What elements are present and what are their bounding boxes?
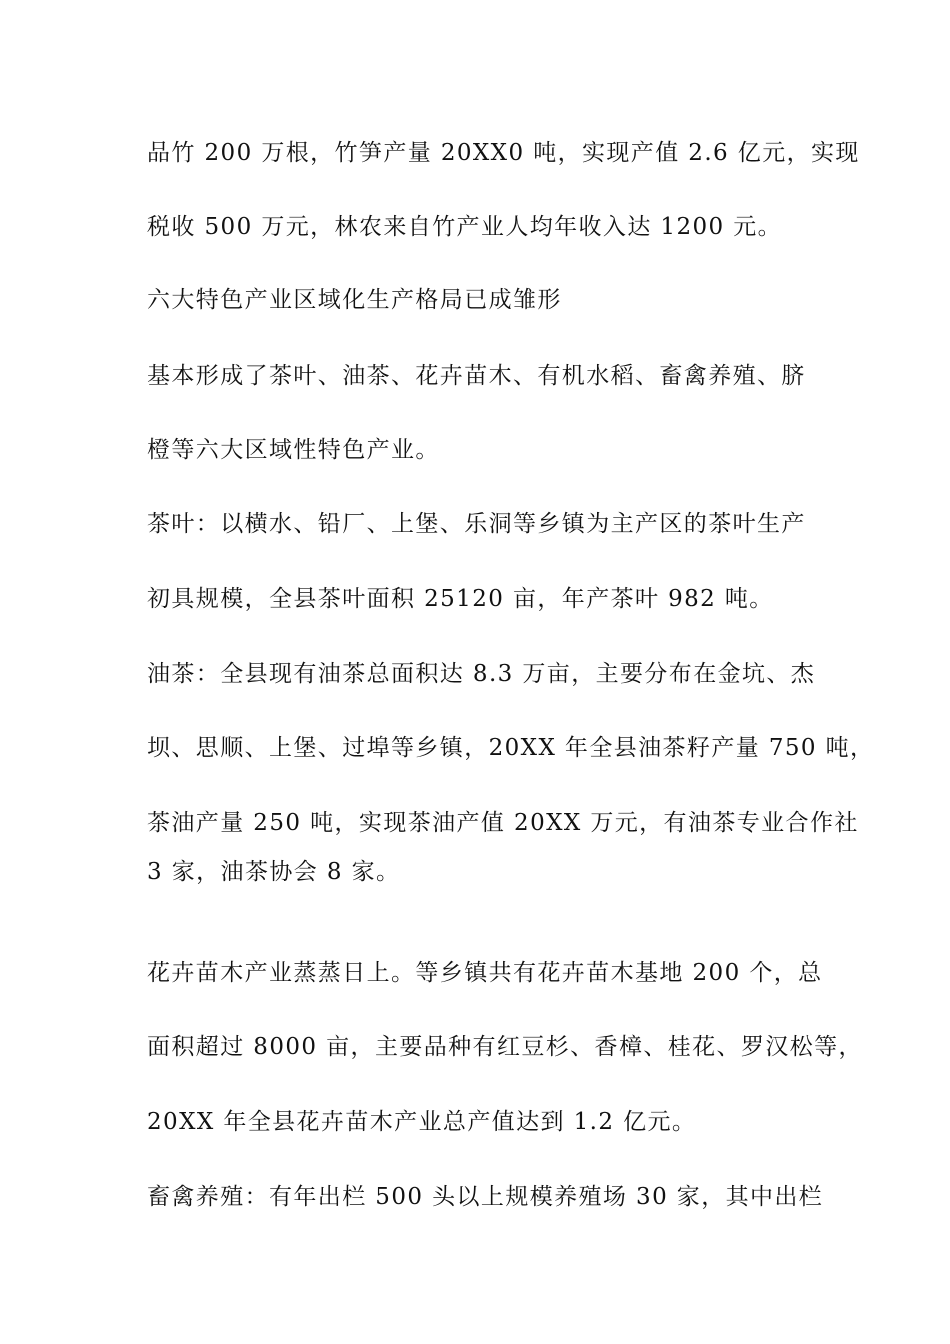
text-line-7: 初具规模，全县茶叶面积 25120 亩，年产茶叶 982 吨。 xyxy=(147,586,774,612)
text-line-11: 3 家，油茶协会 8 家。 xyxy=(147,859,401,885)
section-heading: 六大特色产业区域化生产格局已成雏形 xyxy=(147,287,562,313)
text-line-6: 茶叶：以横水、铅厂、上堡、乐洞等乡镇为主产区的茶叶生产 xyxy=(147,511,806,537)
text-line-10: 茶油产量 250 吨，实现茶油产值 20XX 万元，有油茶专业合作社 xyxy=(147,810,859,836)
text-line-4: 基本形成了茶叶、油茶、花卉苗木、有机水稻、畜禽养殖、脐 xyxy=(147,363,806,389)
text-line-12: 花卉苗木产业蒸蒸日上。等乡镇共有花卉苗木基地 200 个，总 xyxy=(147,960,823,986)
text-line-13: 面积超过 8000 亩，主要品种有红豆杉、香樟、桂花、罗汉松等， xyxy=(147,1034,863,1060)
text-line-5: 橙等六大区域性特色产业。 xyxy=(147,437,440,463)
text-line-15: 畜禽养殖：有年出栏 500 头以上规模养殖场 30 家，其中出栏 xyxy=(147,1184,824,1210)
text-line-2: 税收 500 万元，林农来自竹产业人均年收入达 1200 元。 xyxy=(147,214,783,240)
text-line-8: 油茶：全县现有油茶总面积达 8.3 万亩，主要分布在金坑、杰 xyxy=(147,661,816,687)
text-line-9: 坝、思顺、上堡、过埠等乡镇，20XX 年全县油茶籽产量 750 吨， xyxy=(147,735,875,761)
text-line-1: 品竹 200 万根，竹笋产量 20XX0 吨，实现产值 2.6 亿元，实现 xyxy=(147,140,860,166)
text-line-14: 20XX 年全县花卉苗木产业总产值达到 1.2 亿元。 xyxy=(147,1109,697,1135)
